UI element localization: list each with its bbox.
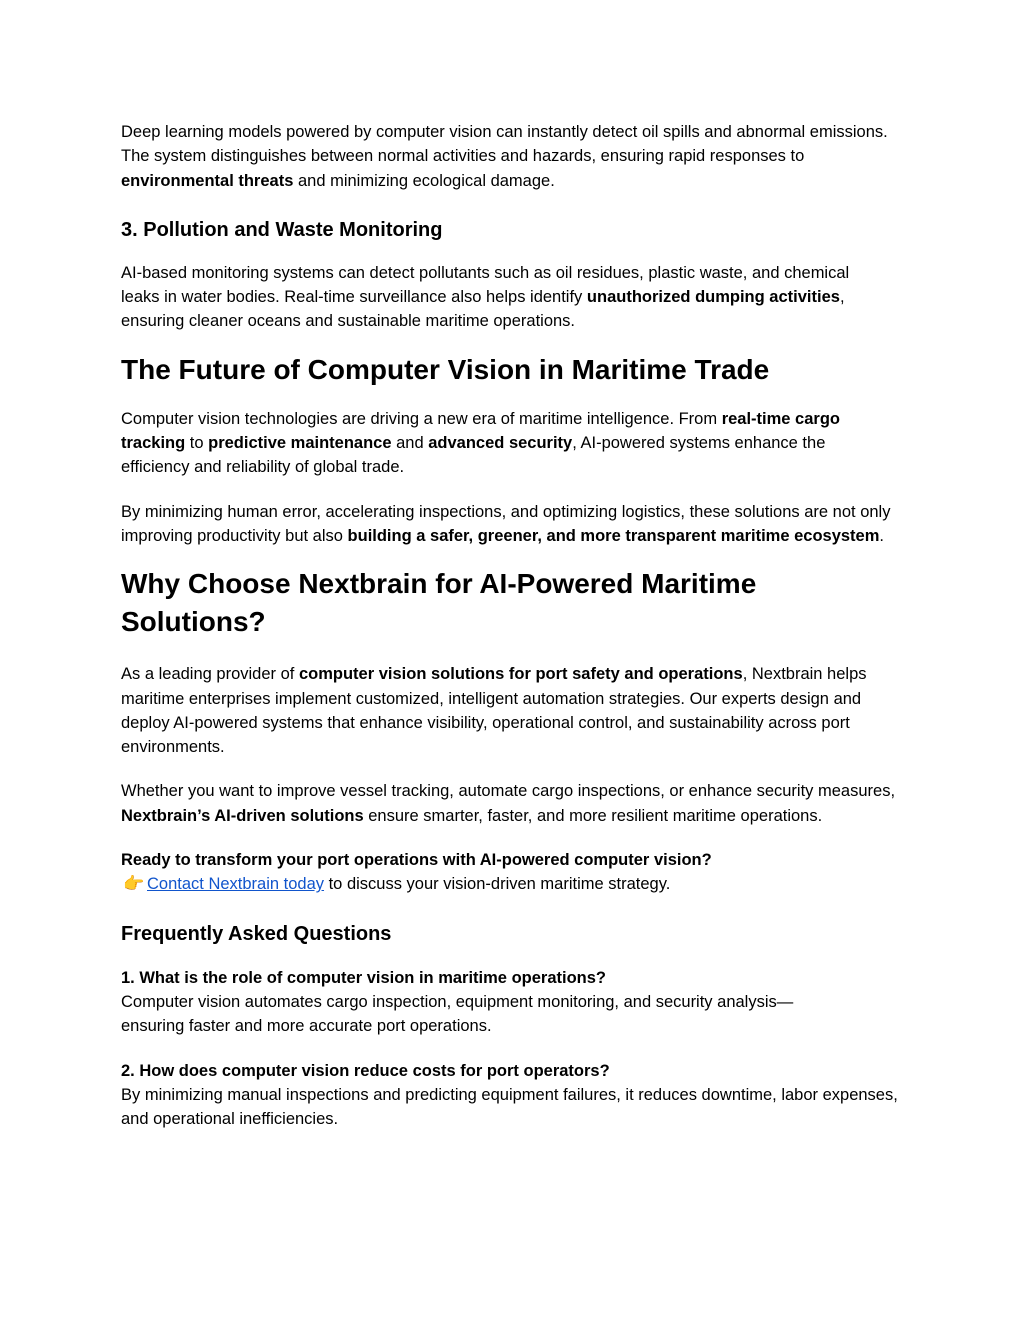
future-paragraph-2: By minimizing human error, accelerating inspections, and optimizing logistics, these solutions are not only improving productivity but also building a safer, greener, and more transparent maritime ecosystem. <box>121 502 891 545</box>
document-page <box>121 120 911 1131</box>
contact-nextbrain-link[interactable]: Contact Nextbrain today <box>147 875 325 894</box>
why-nextbrain-heading: Why Choose Nextbrain for AI-Powered Maritime Solutions? <box>121 568 757 638</box>
faq-answer-2: By minimizing manual inspections and predicting equipment failures, it reduces downtime, labor expenses, and operational inefficiencies. <box>121 1085 898 1129</box>
faq-item-1 <box>121 966 811 1039</box>
oil-spill-paragraph: Deep learning models powered by computer vision can instantly detect oil spills and abnormal emissions. The system distinguishes between normal activities and hazards, ensuring rapid responses to environmental threats and minimizing ecological damage. <box>121 123 888 190</box>
faq-heading: Frequently Asked Questions <box>121 922 392 945</box>
cta-question: Ready to transform your port operations with AI-powered computer vision? <box>121 851 712 870</box>
faq-question-2: 2. How does computer vision reduce costs for port operators? <box>121 1061 610 1080</box>
pollution-paragraph: AI-based monitoring systems can detect pollutants such as oil residues, plastic waste, and chemical leaks in water bodies. Real-time surveillance also helps identify unauthorized dumping activities, ensuring cleaner oceans and sustainable maritime operations. <box>121 263 850 331</box>
faq-answer-1: Computer vision automates cargo inspection, equipment monitoring, and security analysis—ensuring faster and more accurate port operations. <box>121 992 794 1036</box>
pollution-heading: 3. Pollution and Waste Monitoring <box>121 218 443 241</box>
why-paragraph-2: Whether you want to improve vessel tracking, automate cargo inspections, or enhance security measures, Nextbrain’s AI-driven solutions ensure smarter, faster, and more resilient maritime operations. <box>121 782 896 825</box>
faq-item-2 <box>121 1059 911 1132</box>
why-paragraph-1: As a leading provider of computer vision solutions for port safety and operations, Nextbrain helps maritime enterprises implement customized, intelligent automation strategies. Our experts design and deploy AI-powered systems that enhance visibility, operational control, and sustainability across port environments. <box>121 665 867 757</box>
cta-block: Ready to transform your port operations with AI-powered computer vision? 👉 Contact Nextbrain today to discuss your vision-driven maritime strategy. <box>121 848 911 897</box>
faq-question-1: 1. What is the role of computer vision in maritime operations? <box>121 968 606 987</box>
future-paragraph-1: Computer vision technologies are driving a new era of maritime intelligence. From real-time cargo tracking to predictive maintenance and advanced security, AI-powered systems enhance the efficiency and reliability of global trade. <box>121 409 840 477</box>
pointing-hand-icon: 👉 <box>123 874 145 895</box>
future-heading: The Future of Computer Vision in Maritime Trade <box>121 353 770 385</box>
